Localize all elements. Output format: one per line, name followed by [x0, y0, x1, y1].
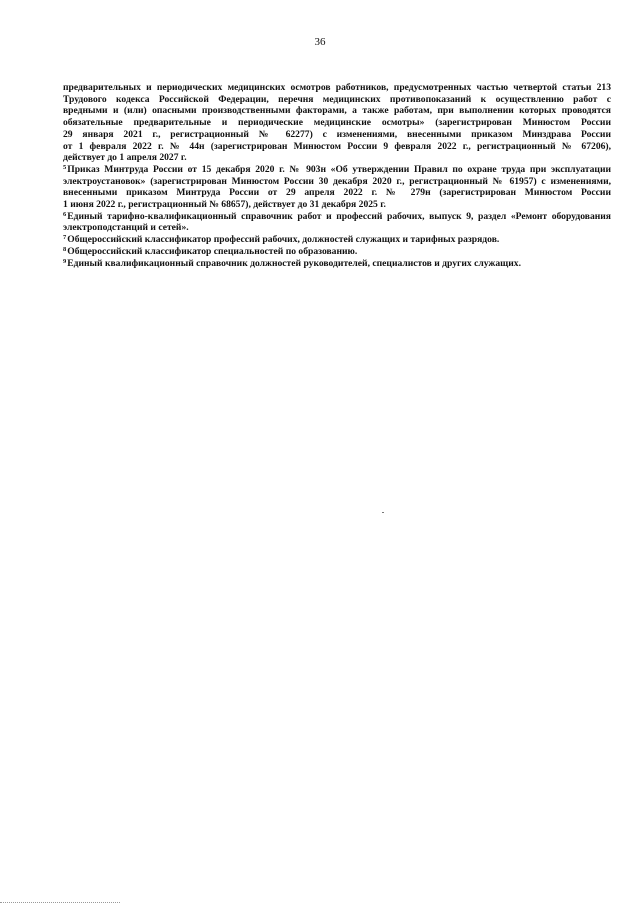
- footnote-5: [63, 164, 611, 211]
- footnote-marker: 5: [63, 163, 67, 171]
- footnote-first-line: [63, 258, 611, 270]
- footnote-line: обязательные предварительные и периодические медицинские осмотры» (зарегистрирован Минюстом России: [63, 117, 611, 129]
- footnote-line: вредными и (или) опасными производственными факторами, а также работам, при выполнении которых проводятся: [63, 105, 611, 117]
- scan-speck: [382, 512, 384, 513]
- footnote-line: электроустановок» (зарегистрирован Минюстом России 30 декабря 2020 г., регистрационный № 61957) с изменениями,: [63, 175, 611, 187]
- footnote-8: [63, 246, 611, 258]
- footnote-line: 1 июня 2022 г., регистрационный № 68657), действует до 31 декабря 2025 г.: [63, 199, 386, 211]
- footnote-first-line: [63, 211, 611, 223]
- footnote-marker: 7: [63, 234, 67, 242]
- footnote-marker: 6: [63, 210, 67, 218]
- footnotes-block: [63, 82, 611, 269]
- footnote-4-continuation: [63, 82, 611, 164]
- footnote-text: Единый тарифно-квалификационный справочник работ и профессий рабочих, выпуск 9, раздел «Ремонт оборудования: [67, 210, 611, 222]
- footnote-line: от 1 февраля 2022 г. № 44н (зарегистрирован Минюстом России 9 февраля 2022 г., регистрационный № 67206),: [63, 140, 611, 152]
- footnote-text: Общероссийский классификатор специальностей по образованию.: [67, 245, 358, 257]
- footnote-marker: 8: [63, 245, 67, 253]
- footnote-marker: 9: [63, 257, 67, 265]
- footnote-first-line: [63, 164, 611, 176]
- footnote-line: 29 января 2021 г., регистрационный № 62277) с изменениями, внесенными приказом Минздрава России: [63, 128, 611, 140]
- footnote-6: [63, 211, 611, 234]
- footnote-line: внесенными приказом Минтруда России от 29 апреля 2022 г. № 279н (зарегистрирован Минюстом России: [63, 187, 611, 199]
- footnote-first-line: [63, 234, 611, 246]
- footnote-9: [63, 258, 611, 270]
- footnote-7: [63, 234, 611, 246]
- page-number: 36: [314, 36, 326, 48]
- footnote-first-line: [63, 246, 611, 258]
- footnote-text: Общероссийский классификатор профессий рабочих, должностей служащих и тарифных разрядов.: [67, 234, 500, 246]
- footnote-line: предварительных и периодических медицинских осмотров работников, предусмотренных частью четвертой статьи 213: [63, 82, 611, 93]
- footnote-line: электроподстанций и сетей».: [63, 222, 189, 234]
- footnote-text: Единый квалификационный справочник должностей руководителей, специалистов и других служащих.: [67, 257, 521, 269]
- footnote-text: Приказ Минтруда России от 15 декабря 2020 г. № 903н «Об утверждении Правил по охране труда при эксплуатации: [67, 163, 611, 175]
- footnote-line: действует до 1 апреля 2027 г.: [63, 152, 187, 164]
- footnote-line: Трудового кодекса Российской Федерации, перечня медицинских противопоказаний к осуществлению работ с: [63, 93, 611, 105]
